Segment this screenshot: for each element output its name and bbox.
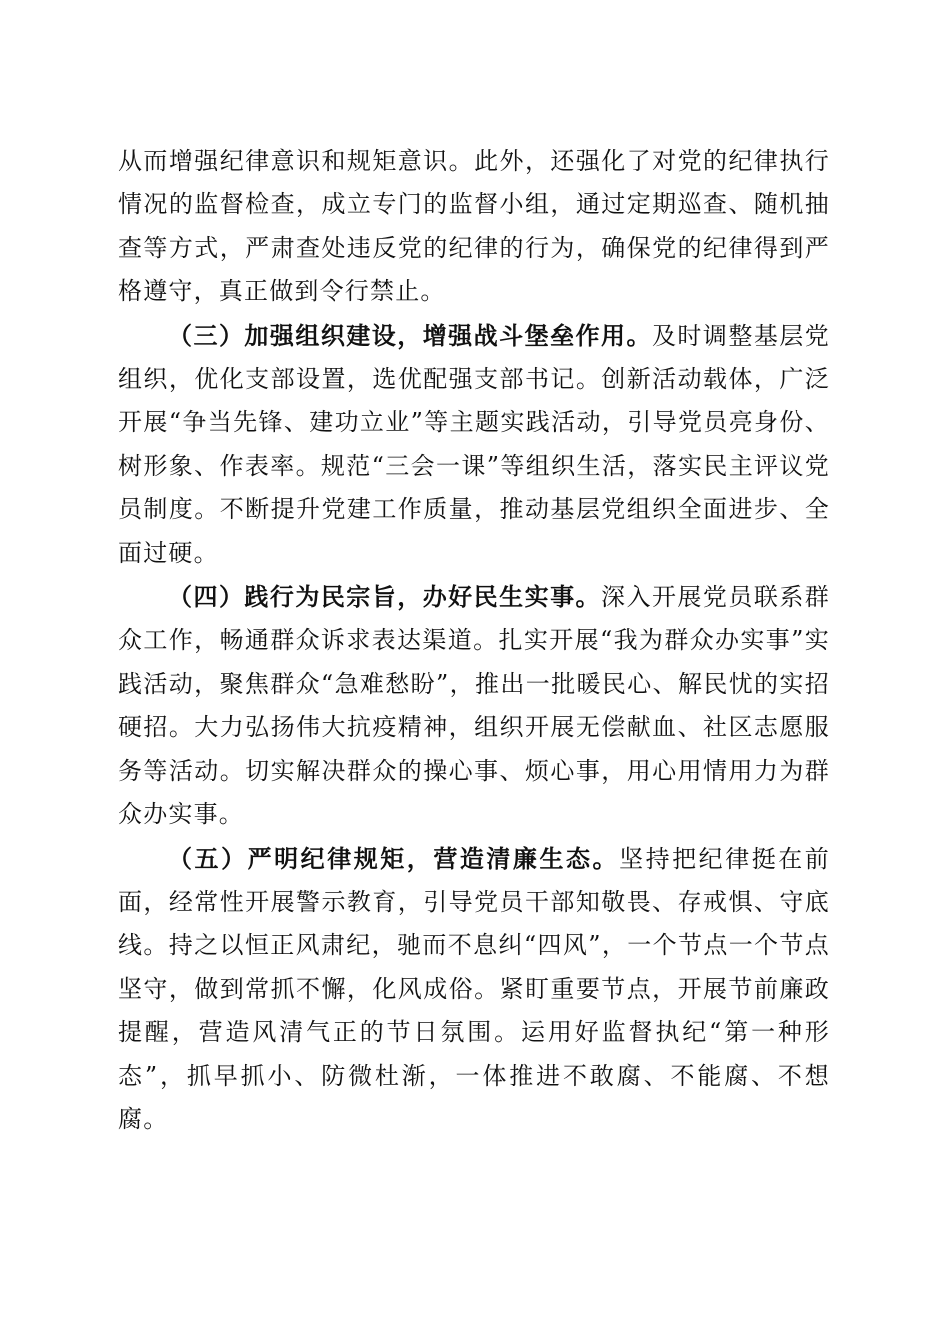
paragraph-body: 坚持把纪律挺在前面，经常性开展警示教育，引导党员干部知敬畏、存戒惧、守底线。持之以恒正风肃纪，驰而不息纠“四风”，一个节点一个节点坚守，做到常抓不懈，化风成俗。紧盯重要节点，开展节前廉政提醒，营造风清气正的节日氛围。运用好监督执纪“第一种形态”，抓早抓小、防微杜渐，一体推进不敢腐、不能腐、不想腐。	[118, 844, 830, 1133]
paragraph-section-4	[118, 575, 830, 836]
section-heading: （四）践行为民宗旨，办好民生实事。	[168, 582, 602, 612]
paragraph-body: 及时调整基层党组织，优化支部设置，选优配强支部书记。创新活动载体，广泛开展“争当先锋、建功立业”等主题实践活动，引导党员亮身份、树形象、作表率。规范“三会一课”等组织生活，落实民主评议党员制度。不断提升党建工作质量，推动基层党组织全面进步、全面过硬。	[118, 321, 830, 567]
document-body	[118, 140, 830, 1141]
paragraph-section-3	[118, 314, 830, 575]
section-heading: （三）加强组织建设，增强战斗堡垒作用。	[168, 320, 652, 350]
paragraph-body: 从而增强纪律意识和规矩意识。此外，还强化了对党的纪律执行情况的监督检查，成立专门的监督小组，通过定期巡查、随机抽查等方式，严肃查处违反党的纪律的行为，确保党的纪律得到严格遵守，真正做到令行禁止。	[118, 147, 830, 306]
paragraph-section-5	[118, 837, 830, 1142]
section-heading: （五）严明纪律规矩，营造清廉生态。	[168, 843, 620, 873]
paragraph-continuation	[118, 140, 830, 314]
paragraph-body: 深入开展党员联系群众工作，畅通群众诉求表达渠道。扎实开展“我为群众办实事”实践活动，聚焦群众“急难愁盼”，推出一批暖民心、解民忧的实招硬招。大力弘扬伟大抗疫精神，组织开展无偿献血、社区志愿服务等活动。切实解决群众的操心事、烦心事，用心用情用力为群众办实事。	[118, 583, 830, 829]
